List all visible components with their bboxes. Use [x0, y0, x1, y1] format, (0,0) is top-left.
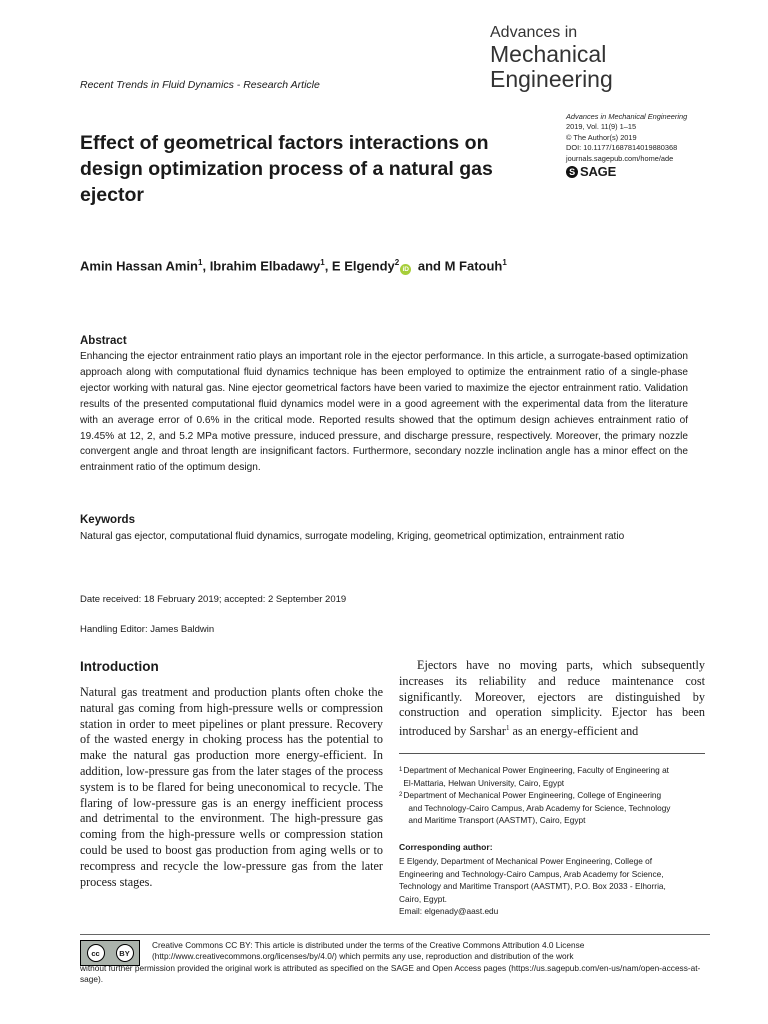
- journal-meta-url[interactable]: journals.sagepub.com/home/ade: [566, 153, 674, 163]
- author-name: M Fatouh: [444, 258, 503, 274]
- journal-brand-line1: Advances in: [490, 24, 578, 41]
- handling-editor: Handling Editor: James Baldwin: [80, 624, 215, 635]
- introduction-heading: Introduction: [80, 659, 159, 674]
- author-affil-sup: 2: [394, 258, 400, 267]
- author-affil-sup: 1: [198, 258, 203, 267]
- paper-title: Effect of geometrical factors interactions on design optimization process of a natural gas ejector: [80, 132, 493, 206]
- sage-logo: [566, 164, 616, 179]
- abstract-heading: Abstract: [80, 335, 127, 347]
- intro-right-text-b: as an energy-efficient and: [509, 724, 639, 739]
- attribution-icon: BY: [116, 944, 134, 962]
- license-text: [80, 940, 715, 985]
- sage-s-icon: S: [566, 166, 578, 178]
- author-separator: ,: [202, 258, 210, 274]
- author-list: [80, 253, 560, 275]
- author-affil-sup: 1: [320, 258, 325, 267]
- corresponding-line: Technology and Maritime Transport (AASTMT), P.O. Box 2033 - Elhorria,: [399, 881, 666, 892]
- corresponding-line: Cairo, Egypt.: [399, 893, 447, 904]
- footer-divider: [80, 934, 710, 935]
- citation-sup[interactable]: 1: [505, 724, 510, 733]
- affiliation-line: and Maritime Transport (AASTMT), Cairo, Egypt: [408, 815, 586, 825]
- keywords-heading: Keywords: [80, 514, 135, 526]
- introduction-right-column: [399, 658, 705, 740]
- affiliations: [399, 764, 709, 827]
- corresponding-line: E Elgendy, Department of Mechanical Power Engineering, College of: [399, 856, 653, 866]
- affiliation-item: [399, 764, 709, 789]
- author-separator: ,: [324, 258, 332, 274]
- journal-brand-line3: Engineering: [490, 66, 613, 92]
- affiliation-line: El-Mattaria, Helwan University, Cairo, Egypt: [403, 777, 565, 788]
- sage-logo-text: SAGE: [580, 164, 617, 179]
- creative-commons-icon: cc: [87, 944, 105, 962]
- intro-right-text-a: Ejectors have no moving parts, which subsequently increases its reliability and reduce maintenance cost significantly. Moreover, ejectors are distinguished by construction and operation simplicity. Ejector has been introduced by Sarshar: [399, 658, 705, 739]
- keywords-body: Natural gas ejector, computational fluid dynamics, surrogate modeling, Kriging, geometrical optimization, entrainment ratio: [80, 531, 625, 542]
- journal-meta-title: Advances in Mechanical Engineering: [566, 112, 688, 121]
- introduction-left-column: Natural gas treatment and production plants often choke the natural gas coming from high-pressure wells or compression station in order to meet pipelines or plant pressure. Recovery of the wasted energy in choking process has the potential to make the natural gas production more energy-efficient. In addition, low-pressure gas from the later stages of the process system is to be flared for being uneconomical to recycle. The flaring of low-pressure gas is an energy inefficient process and detrimental to the environment. The high-pressure gas coming from the high-pressure wells or compression station could be used to boost gas production from aging wells or to recompress and recycle the low-pressure gas from the later process stages.: [80, 685, 383, 889]
- journal-meta-copyright: © The Author(s) 2019: [566, 132, 637, 142]
- affiliation-line: Department of Mechanical Power Engineering, Faculty of Engineering at: [403, 765, 669, 775]
- affiliation-line: Department of Mechanical Power Engineering, College of Engineering: [403, 790, 662, 800]
- received-accepted-dates: Date received: 18 February 2019; accepted: 2 September 2019: [80, 594, 347, 605]
- author-separator: and: [414, 258, 445, 274]
- journal-meta-volume: 2019, Vol. 11(9) 1–15: [566, 122, 637, 132]
- affiliation-line: and Technology-Cairo Campus, Arab Academy for Science, Technology: [408, 802, 671, 813]
- corresponding-email[interactable]: Email: elgenady@aast.edu: [399, 906, 499, 917]
- affiliation-num: 1: [399, 767, 403, 773]
- abstract-body: Enhancing the ejector entrainment ratio plays an important role in the ejector performance. In this article, a surrogate-based optimization approach along with computational fluid dynamics technique has been employed to optimize the entrainment ratio of a single-phase ejector working with natural gas. Nine ejector geometrical factors have been varied to maximize the ejector entrainment ratio. Validation results of the presented computational fluid dynamics model were in a good agreement with the experimental data from the literature with an average error of 0.6% in the critical mode. Reported results showed that the optimum design achieves entrainment ratio of 19.45% at 12, 2, and 5.2 MPa motive pressure, induced pressure, and discharge pressure, respectively. Moreover, the primary nozzle convergent angle and throat length are insignificant factors. Furthermore, secondary nozzle inclination angle has a minor effect on the entrainment ratio of the optimum design.: [80, 351, 688, 474]
- affiliation-item: [399, 789, 709, 827]
- author-name: E Elgendy: [331, 258, 395, 274]
- journal-meta: [566, 112, 687, 164]
- footnote-divider: [399, 753, 705, 754]
- license-line[interactable]: (http://www.creativecommons.org/licenses/by/4.0/) which permits any use, reproduction and distribution of the work: [152, 951, 574, 962]
- journal-meta-doi[interactable]: DOI: 10.1177/1687814019880368: [566, 143, 678, 153]
- author-affil-sup: 1: [502, 258, 507, 267]
- section-tag: Recent Trends in Fluid Dynamics - Research Article: [80, 79, 320, 91]
- license-line: without further permission provided the original work is attributed as specified on the SAGE and Open Access pages: [80, 962, 507, 973]
- author-name: Amin Hassan Amin: [80, 258, 198, 274]
- license-line[interactable]: (https://us.sagepub.com/en-us/nam/open-access-at-sage).: [80, 962, 701, 984]
- license-line: Creative Commons CC BY: This article is distributed under the terms of the Creative Commons Attribution 4.0 License: [152, 940, 585, 950]
- author-name: Ibrahim Elbadawy: [209, 258, 321, 274]
- journal-brand-line2: Mechanical: [490, 41, 607, 67]
- affiliation-num: 2: [399, 792, 403, 798]
- corresponding-author-details: [399, 855, 705, 918]
- orcid-icon[interactable]: iD: [400, 264, 411, 275]
- corresponding-line: Engineering and Technology-Cairo Campus, Arab Academy for Science,: [399, 868, 664, 879]
- journal-brand: [490, 24, 690, 92]
- corresponding-author-heading: Corresponding author:: [399, 842, 493, 852]
